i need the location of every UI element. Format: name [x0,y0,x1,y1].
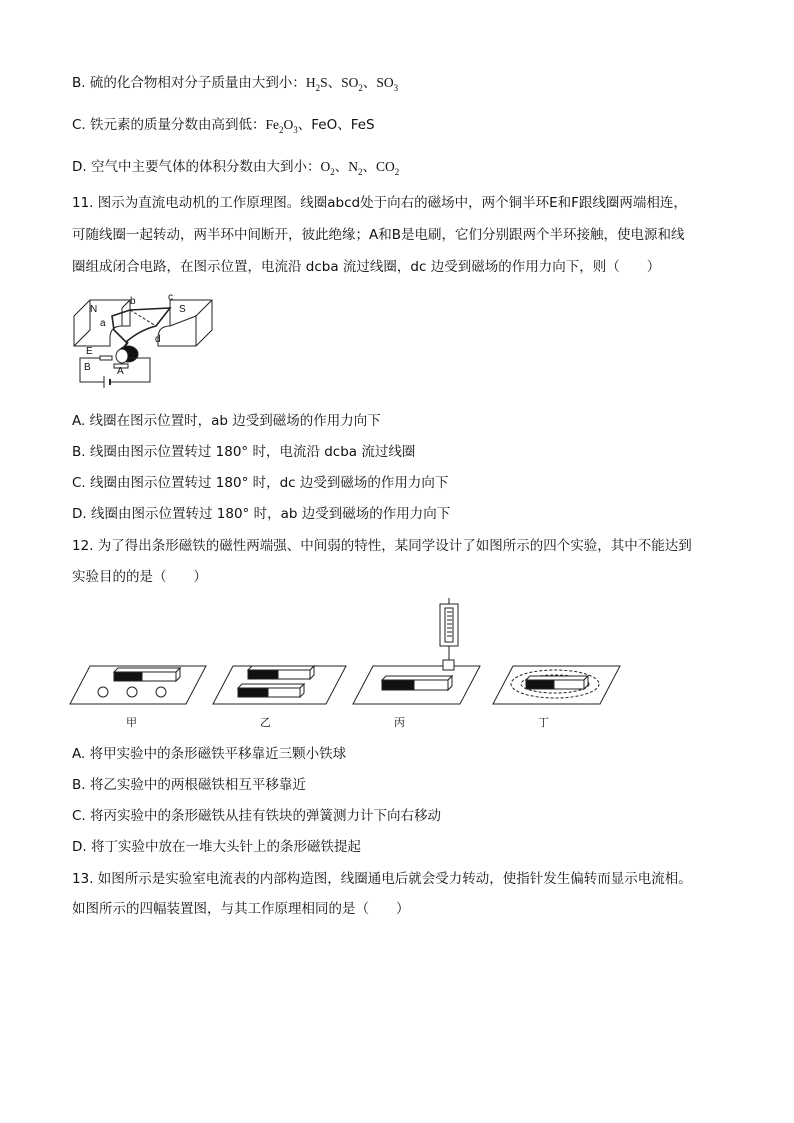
q10-option-b [72,74,398,93]
experiment-jia [70,666,206,704]
separator: 、 [327,75,342,91]
q13-stem-line-1: 13. 如图所示是实验室电流表的内部构造图，线圈通电后就会受力转动，使指针发生偏转而显示电流相。 [72,871,692,887]
separator: 、 [334,159,349,175]
q11-option-b: B. 线圈由图示位置转过 180° 时，电流沿 dcba 流过线圈 [72,444,416,460]
q11-stem-line-3: 圈组成闭合电路，在图示位置，电流沿 dcba 流过线圈，dc 边受到磁场的作用力向下，则（ ） [72,259,661,275]
iron-ball-2 [127,687,137,697]
experiment-ding [493,666,620,704]
q10-option-d-text: D. 空气中主要气体的体积分数由大到小： [72,159,321,175]
label-brush-b: B [84,362,91,373]
q11-option-c: C. 线圈由图示位置转过 180° 时，dc 边受到磁场的作用力向下 [72,475,449,491]
label-a: a [100,318,106,329]
q13-stem-line-2: 如图所示的四幅装置图，与其工作原理相同的是（ ） [72,901,410,917]
formula-so3: $SO_3$ [376,75,399,93]
q11-stem-line-2: 可随线圈一起转动，两半环中间断开，彼此绝缘；A和B是电刷，它们分别跟两个半环接触，使电源和线 [72,227,685,243]
q11-option-d: D. 线圈由图示位置转过 180° 时，ab 边受到磁场的作用力向下 [72,506,451,522]
q10-option-b-text: B. 硫的化合物相对分子质量由大到小： [72,75,306,91]
experiment-yi [213,666,346,704]
q11-stem-line-1: 11. 图示为直流电动机的工作原理图。线圈abcd处于向右的磁场中，两个铜半环E和F跟线圈两端相连， [72,195,687,211]
q12-stem-line-1: 12. 为了得出条形磁铁的磁性两端强、中间弱的特性，某同学设计了如图所示的四个实验，其中不能达到 [72,538,692,554]
formula-o2: $O_2$ [320,159,335,177]
brush-b [100,356,112,360]
label-n: N [90,304,98,315]
q10-option-c-text: C. 铁元素的质量分数由高到低： [72,117,266,133]
label-d: d [155,334,161,345]
label-c: c [168,292,173,303]
q10-option-c [72,116,375,135]
separator: 、 [362,75,377,91]
label-bing: 丙 [394,717,405,729]
q12-option-d: D. 将丁实验中放在一堆大头针上的条形磁铁提起 [72,839,361,855]
label-jia: 甲 [126,717,137,729]
formula-rest: 、FeO、FeS [297,117,375,133]
q12-stem-line-2: 实验目的的是（ ） [72,569,207,585]
q10-option-d [72,158,399,177]
label-e: E [86,346,93,357]
q12-option-b: B. 将乙实验中的两根磁铁相互平移靠近 [72,777,306,793]
formula-fe2o3: $Fe_2O_3$ [265,117,298,135]
iron-ball-3 [156,687,166,697]
label-ding: 丁 [538,717,549,729]
formula-so2: $SO_2$ [341,75,363,93]
dc-motor-diagram [70,286,230,396]
label-b: b [130,296,136,307]
magnet-experiments-figure [68,596,628,736]
experiment-bing [353,598,480,704]
q11-option-a: A. 线圈在图示位置时，ab 边受到磁场的作用力向下 [72,413,381,429]
formula-co2: $CO_2$ [375,159,400,177]
q12-option-a: A. 将甲实验中的条形磁铁平移靠近三颗小铁球 [72,746,347,762]
formula-h2s: $H_2S$ [305,75,328,93]
label-yi: 乙 [260,717,271,729]
q12-option-c: C. 将丙实验中的条形磁铁从挂有铁块的弹簧测力计下向右移动 [72,808,442,824]
label-s: S [179,304,186,315]
label-brush-a: A [117,366,124,377]
iron-ball-1 [98,687,108,697]
separator: 、 [362,159,376,175]
iron-block [443,660,454,670]
formula-n2: $N_2$ [348,159,363,177]
label-f: F [128,350,135,361]
